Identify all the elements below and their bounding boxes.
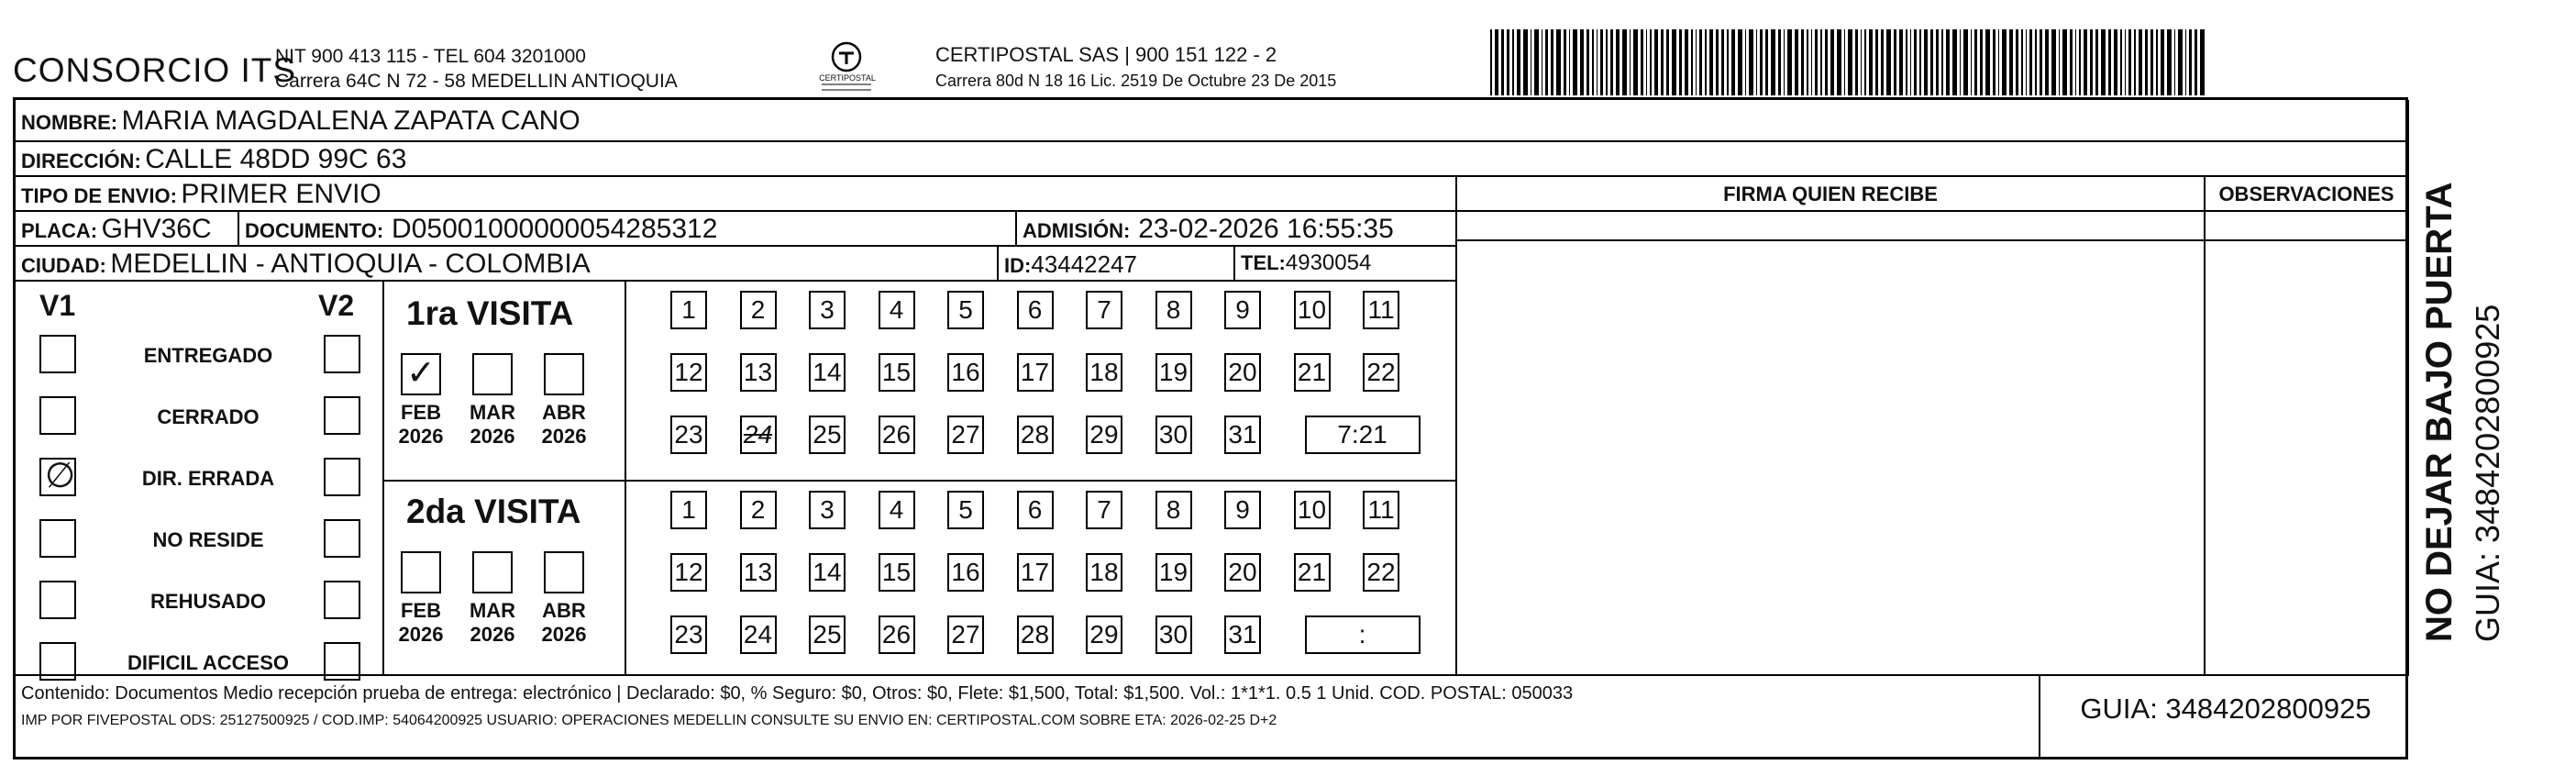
delivery-form [13, 97, 2408, 759]
barcode-bar [2108, 29, 2111, 95]
day-box[interactable]: 17 [1017, 553, 1054, 592]
barcode-bar [1830, 29, 1835, 95]
barcode-bar [2134, 29, 2136, 95]
day-box[interactable]: 27 [947, 416, 984, 454]
status-label: NO RESIDE [152, 528, 264, 551]
barcode-bar [1556, 29, 1561, 95]
barcode-bar [2120, 29, 2122, 95]
day-box[interactable]: 10 [1294, 491, 1331, 529]
barcode-bar [2114, 29, 2118, 95]
placa-row [21, 214, 212, 245]
ciudad-value: MEDELLIN - ANTIOQUIA - COLOMBIA [110, 249, 591, 279]
barcode-bar [1606, 29, 1608, 95]
day-box[interactable]: 5 [947, 291, 984, 329]
barcode-bar [2139, 29, 2143, 95]
barcode-bar [1569, 29, 1571, 95]
direccion-label: DIRECCIÓN: [21, 150, 141, 172]
barcode-bar [1531, 29, 1532, 95]
barcode-bar [1580, 29, 1585, 95]
day-box[interactable]: 22 [1363, 553, 1399, 592]
barcode-bar [1971, 29, 1973, 95]
barcode-bar [2021, 29, 2023, 95]
v2-checkbox[interactable] [324, 581, 360, 619]
certipostal-logo-icon [814, 37, 879, 101]
barcode-bar [1946, 29, 1951, 95]
barcode-bar [1587, 29, 1589, 95]
barcode-bar [1507, 29, 1509, 95]
barcode-bar [1705, 29, 1707, 95]
barcode-bar [1512, 29, 1514, 95]
placa-label: PLACA: [21, 219, 98, 242]
barcode-bar [2101, 29, 2106, 95]
barcode-bar [2062, 29, 2067, 95]
day-box[interactable]: 9 [1224, 291, 1261, 329]
barcode-bar [1974, 29, 1977, 95]
documento-label: DOCUMENTO: [245, 219, 384, 242]
month-checkbox[interactable] [401, 353, 441, 395]
barcode-bar [1941, 29, 1943, 95]
barcode-bar [2002, 29, 2007, 95]
barcode-bar [1745, 29, 1747, 95]
v1-checkbox[interactable] [39, 519, 76, 558]
id-row [1004, 250, 1137, 279]
no-dejar-text: NO DEJAR BAJO PUERTA [2419, 182, 2460, 642]
id-value: 43442247 [1031, 250, 1138, 278]
barcode-bar [1650, 29, 1652, 95]
barcode-bar [1756, 29, 1758, 95]
tipo-label: TIPO DE ENVIO: [21, 184, 177, 207]
day-box[interactable]: 20 [1224, 353, 1261, 392]
barcode-bar [1980, 29, 1983, 95]
barcode-bar [1787, 29, 1792, 95]
admision-row [1023, 214, 1394, 245]
tel-row [1241, 250, 1371, 276]
day-box[interactable]: 30 [1155, 416, 1192, 454]
month-checkbox[interactable] [544, 551, 584, 593]
barcode-bar [1765, 29, 1768, 95]
v1-checkbox[interactable] [39, 581, 76, 619]
day-box[interactable]: 13 [740, 553, 777, 592]
month-label: MAR 2026 [469, 599, 516, 646]
barcode-bar [1610, 29, 1613, 95]
barcode-bar [1622, 29, 1627, 95]
first-time-box[interactable]: 7:21 [1305, 416, 1421, 454]
day-box[interactable]: 28 [1017, 615, 1054, 654]
ciudad-label: CIUDAD: [21, 254, 106, 277]
company-info [275, 44, 678, 94]
barcode-bar [1709, 29, 1714, 95]
barcode-bar [1881, 29, 1884, 95]
barcode-bar [2070, 29, 2073, 95]
firma-label: FIRMA QUIEN RECIBE [1723, 183, 1938, 205]
day-box[interactable]: 28 [1017, 416, 1054, 454]
day-box[interactable]: 15 [879, 353, 915, 392]
direccion-row [21, 144, 406, 175]
barcode-bar [1815, 29, 1818, 95]
ciudad-row [21, 249, 591, 280]
barcode-bar [1778, 29, 1781, 95]
barcode-bar [1906, 29, 1907, 95]
imp-text: IMP POR FIVEPOSTAL ODS: 25127500925 / COD.IMP: 54064200925 USUARIO: OPERACIONES MEDELLIN CONSULTE SU ENVIO EN: CERTIPOSTAL.COM SOBRE ETA: 2026-02-25 D+2 [21, 713, 1277, 728]
day-box[interactable]: 2 [740, 491, 777, 529]
barcode-bar [1960, 29, 1962, 95]
contenido-text: Contenido: Documentos Medio recepción prueba de entrega: electrónico | Declarado: $0, % Seguro: $0, Otros: $0, Flete: $1,500, Total: $1,500. Vol.: 1*1*1. 0.5 1 Unid. COD. POSTAL: 050033 [21, 683, 1574, 704]
day-box[interactable]: 26 [879, 615, 915, 654]
month-label: ABR 2026 [541, 401, 587, 448]
barcode-bar [1998, 29, 2000, 95]
barcode-bar [1661, 29, 1664, 95]
barcode-bar [1551, 29, 1553, 95]
admision-value: 23-02-2026 16:55:35 [1138, 214, 1394, 244]
barcode-bar [1914, 29, 1917, 95]
barcode-bar [1875, 29, 1878, 95]
barcode-bar [2167, 29, 2172, 95]
barcode-bar [1727, 29, 1729, 95]
barcode-bar [1848, 29, 1852, 95]
barcode-bar [1495, 29, 1499, 95]
barcode-bar [1869, 29, 1874, 95]
barcode-bar [1630, 29, 1631, 95]
month-label: ABR 2026 [541, 599, 587, 646]
barcode-bar [1795, 29, 1799, 95]
day-box[interactable]: 16 [947, 353, 984, 392]
barcode-bar [1985, 29, 1990, 95]
barcode-bar [2040, 29, 2042, 95]
day-box[interactable]: 1 [670, 491, 707, 529]
month-label: MAR 2026 [469, 401, 516, 448]
day-box[interactable]: 18 [1086, 353, 1122, 392]
day-box[interactable]: 8 [1155, 491, 1192, 529]
side-guia-text: GUIA: 3484202800925 [2469, 304, 2506, 642]
barcode-bar [2195, 29, 2197, 95]
barcode-bar [1864, 29, 1866, 95]
barcode-bar [1825, 29, 1828, 95]
barcode-bar [1924, 29, 1929, 95]
barcode-bar [2150, 29, 2153, 95]
barcode-bar [2174, 29, 2176, 95]
barcode-bar [1633, 29, 1638, 95]
day-box[interactable]: 25 [809, 416, 846, 454]
day-box[interactable]: 14 [809, 553, 846, 592]
barcode-bar [2045, 29, 2050, 95]
day-box[interactable]: 29 [1086, 615, 1122, 654]
month-checkbox[interactable] [401, 551, 441, 593]
barcode-bar [2095, 29, 2098, 95]
barcode-bar [1721, 29, 1724, 95]
v1-checkbox[interactable] [39, 642, 76, 681]
day-box[interactable]: 10 [1294, 291, 1331, 329]
barcode-bar [1738, 29, 1742, 95]
barcode-bar [1672, 29, 1676, 95]
barcode-bar [1616, 29, 1620, 95]
day-box[interactable]: 12 [670, 553, 707, 592]
barcode-bar [1993, 29, 1996, 95]
month-checkbox[interactable] [544, 353, 584, 395]
barcode-bar [1646, 29, 1648, 95]
day-box[interactable]: 30 [1155, 615, 1192, 654]
day-box[interactable]: 3 [809, 291, 846, 329]
barcode-bar [1534, 29, 1539, 95]
nombre-label: NOMBRE: [21, 111, 118, 134]
month-label: FEB 2026 [398, 401, 444, 448]
documento-value: D05001000000054285312 [392, 214, 718, 244]
barcode-bar [1801, 29, 1804, 95]
status-label: ENTREGADO [143, 344, 273, 367]
barcode-bar [1691, 29, 1693, 95]
barcode-bar [2090, 29, 2093, 95]
admision-label: ADMISIÓN: [1023, 219, 1131, 242]
day-box[interactable]: 27 [947, 615, 984, 654]
day-box[interactable]: 5 [947, 491, 984, 529]
barcode-bar [1679, 29, 1682, 95]
day-box[interactable]: 26 [879, 416, 915, 454]
barcode-bar [1696, 29, 1697, 95]
barcode-bar [2128, 29, 2131, 95]
barcode-bar [2125, 29, 2127, 95]
v2-title: V2 [318, 289, 355, 322]
tel-label: TEL: [1241, 251, 1286, 274]
month-checkbox[interactable] [472, 551, 513, 593]
day-box[interactable]: 25 [809, 615, 846, 654]
barcode-bar [1886, 29, 1891, 95]
certipostal-info [935, 42, 1336, 94]
v2-checkbox[interactable] [324, 519, 360, 558]
day-box[interactable]: 24 [740, 416, 777, 454]
documento-row [245, 214, 717, 245]
barcode-bar [2035, 29, 2037, 95]
barcode-bar [1807, 29, 1808, 95]
day-box[interactable]: 20 [1224, 553, 1261, 592]
barcode-bar [1592, 29, 1594, 95]
barcode-bar [2178, 29, 2183, 95]
barcode-bar [1861, 29, 1863, 95]
day-box[interactable]: 21 [1294, 353, 1331, 392]
company-name: CONSORCIO ITS [13, 51, 297, 89]
day-box[interactable]: 6 [1017, 491, 1054, 529]
barcode-bar [1716, 29, 1719, 95]
barcode-bar [1963, 29, 1968, 95]
day-box[interactable]: 17 [1017, 353, 1054, 392]
barcode-bar [1545, 29, 1548, 95]
barcode-bar [2156, 29, 2158, 95]
v2-checkbox[interactable] [324, 458, 360, 496]
day-box[interactable]: 8 [1155, 291, 1192, 329]
status-label: REHUSADO [150, 590, 266, 613]
day-box[interactable]: 16 [947, 553, 984, 592]
barcode-bar [2026, 29, 2028, 95]
footer-guia: GUIA: 3484202800925 [2080, 693, 2371, 725]
month-checkbox[interactable] [472, 353, 513, 395]
barcode-bar [1936, 29, 1939, 95]
barcode-bar [1760, 29, 1763, 95]
day-box[interactable]: 6 [1017, 291, 1054, 329]
barcode-bar [1564, 29, 1566, 95]
barcode-bar [2009, 29, 2014, 95]
barcode-bar [1523, 29, 1528, 95]
barcode-bar [2051, 29, 2056, 95]
day-box[interactable]: 29 [1086, 416, 1122, 454]
status-label: DIFICIL ACCESO [127, 651, 289, 674]
barcode-bar [1930, 29, 1933, 95]
day-box[interactable]: 2 [740, 291, 777, 329]
barcode-bar [2189, 29, 2192, 95]
barcode-bar [2145, 29, 2148, 95]
barcode-bar [1501, 29, 1504, 95]
barcode-bar [1641, 29, 1643, 95]
check-mark-icon: ∅ [45, 455, 76, 495]
barcode-bar [2079, 29, 2081, 95]
day-box[interactable]: 7 [1086, 291, 1122, 329]
day-box[interactable]: 31 [1224, 615, 1261, 654]
barcode-bar [1490, 29, 1492, 95]
day-box[interactable]: 4 [879, 491, 915, 529]
nombre-value: MARIA MAGDALENA ZAPATA CANO [121, 105, 580, 136]
status-label: DIR. ERRADA [141, 467, 275, 490]
day-box[interactable]: 31 [1224, 416, 1261, 454]
barcode-bar [1844, 29, 1846, 95]
barcode-bar [1894, 29, 1896, 95]
day-box[interactable]: 21 [1294, 553, 1331, 592]
barcode-bar [1666, 29, 1669, 95]
barcode-bar [1899, 29, 1904, 95]
day-box[interactable]: 12 [670, 353, 707, 392]
barcode-bar [2161, 29, 2165, 95]
second-time-box[interactable]: : [1305, 615, 1421, 654]
barcode-bar [1517, 29, 1521, 95]
barcode-bar [1837, 29, 1841, 95]
barcode-bar [1597, 29, 1598, 95]
barcode-bar [1952, 29, 1957, 95]
day-box[interactable]: 23 [670, 416, 707, 454]
v1-title: V1 [39, 289, 76, 322]
tel-value: 4930054 [1285, 250, 1372, 275]
day-box[interactable]: 7 [1086, 491, 1122, 529]
barcode-bar [2016, 29, 2018, 95]
barcode-bar [1910, 29, 1912, 95]
day-box[interactable]: 23 [670, 615, 707, 654]
certipostal-name: CERTIPOSTAL SAS | 900 151 122 - 2 [935, 43, 1277, 66]
v2-checkbox[interactable] [324, 335, 360, 373]
day-box[interactable]: 24 [740, 615, 777, 654]
barcode-bar [1749, 29, 1753, 95]
tipo-row [21, 179, 381, 210]
certipostal-address: Carrera 80d N 18 16 Lic. 2519 De Octubre 23 De 2015 [935, 72, 1337, 90]
barcode-bar [2059, 29, 2061, 95]
day-box[interactable]: 15 [879, 553, 915, 592]
v2-checkbox[interactable] [324, 396, 360, 435]
barcode-bar [1542, 29, 1543, 95]
day-box[interactable]: 22 [1363, 353, 1399, 392]
check-mark-icon: ✓ [406, 352, 436, 393]
first-visit-title: 1ra VISITA [406, 294, 574, 332]
day-box[interactable]: 1 [670, 291, 707, 329]
barcode-bar [1811, 29, 1813, 95]
barcode-bar [1855, 29, 1858, 95]
day-box[interactable]: 11 [1363, 491, 1399, 529]
barcode [1490, 29, 2215, 95]
observaciones-label: OBSERVACIONES [2218, 183, 2394, 205]
v1-checkbox[interactable] [39, 455, 76, 496]
day-box[interactable]: 18 [1086, 553, 1122, 592]
barcode-bar [1573, 29, 1577, 95]
tipo-value: PRIMER ENVIO [181, 179, 381, 209]
barcode-bar [1919, 29, 1921, 95]
id-label: ID: [1004, 254, 1032, 277]
nit-tel: NIT 900 413 115 - TEL 604 3201000 [275, 46, 586, 67]
day-box[interactable]: 13 [740, 353, 777, 392]
second-visit-title: 2da VISITA [406, 493, 581, 530]
barcode-bar [1685, 29, 1689, 95]
barcode-bar [1820, 29, 1822, 95]
v2-checkbox[interactable] [324, 642, 360, 681]
company-address: Carrera 64C N 72 - 58 MEDELLIN ANTIOQUIA [275, 71, 678, 92]
day-box[interactable]: 9 [1224, 491, 1261, 529]
barcode-bar [2185, 29, 2187, 95]
nombre-row [21, 105, 580, 137]
barcode-bar [2084, 29, 2088, 95]
barcode-bar [1699, 29, 1702, 95]
day-box[interactable]: 19 [1155, 353, 1192, 392]
barcode-bar [2075, 29, 2077, 95]
barcode-bar [1771, 29, 1775, 95]
direccion-value: CALLE 48DD 99C 63 [145, 144, 407, 174]
day-box[interactable]: 11 [1363, 291, 1399, 329]
barcode-bar [1731, 29, 1736, 95]
barcode-bar [1784, 29, 1786, 95]
month-label: FEB 2026 [398, 599, 444, 646]
status-label: CERRADO [157, 405, 260, 428]
placa-value: GHV36C [101, 214, 212, 244]
v1-checkbox[interactable] [39, 335, 76, 373]
day-box[interactable]: 19 [1155, 553, 1192, 592]
day-box[interactable]: 14 [809, 353, 846, 392]
day-box[interactable]: 3 [809, 491, 846, 529]
logo-text: CERTIPOSTAL [819, 73, 876, 83]
barcode-bar [2029, 29, 2032, 95]
day-box[interactable]: 4 [879, 291, 915, 329]
barcode-bar [1600, 29, 1603, 95]
v1-checkbox[interactable] [39, 396, 76, 435]
barcode-bar [1654, 29, 1659, 95]
barcode-bar [2200, 29, 2205, 95]
